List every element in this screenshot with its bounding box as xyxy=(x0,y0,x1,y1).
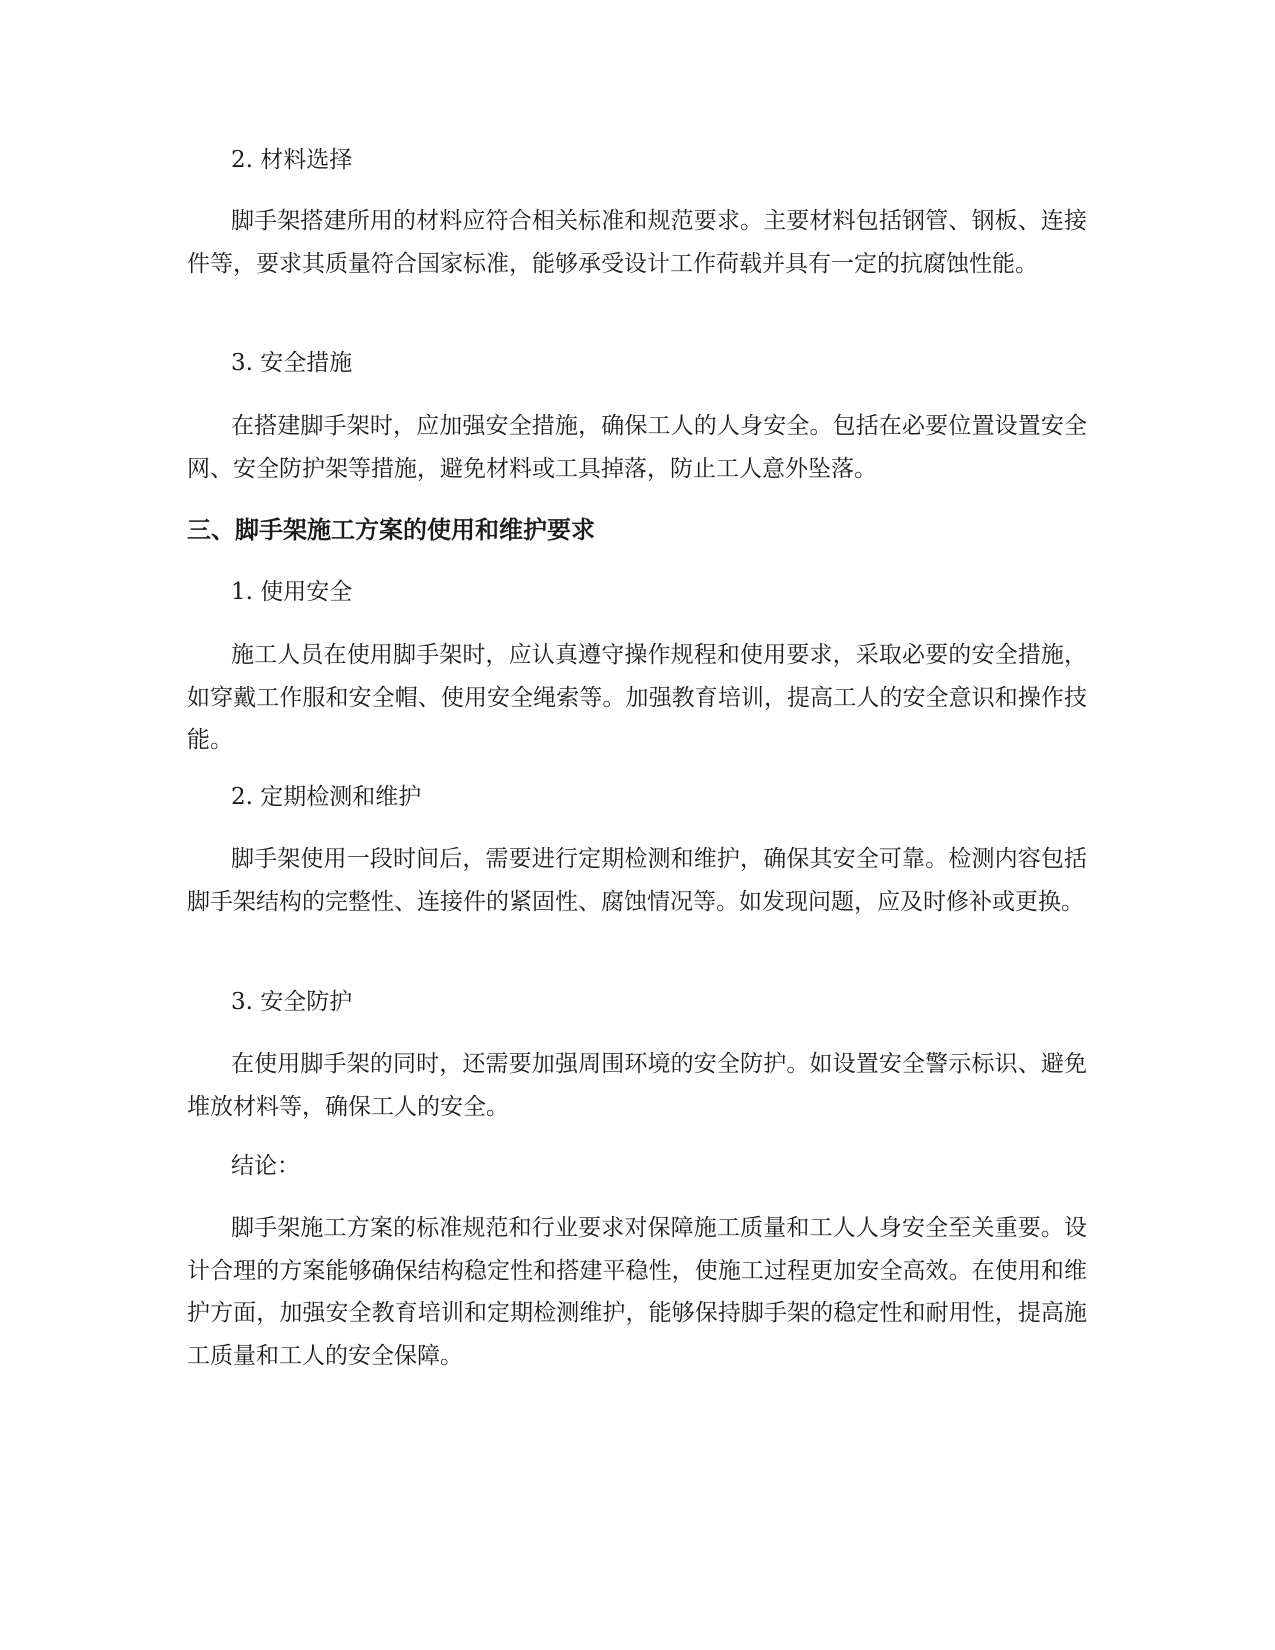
subheading-text: 1. 使用安全 xyxy=(231,579,353,605)
subheading-protection xyxy=(187,982,1087,1022)
paragraph-text: 在使用脚手架的同时，还需要加强周围环境的安全防护。如设置安全警示标识、避免堆放材料等，确保工人的安全。 xyxy=(187,1051,1087,1120)
paragraph-conclusion xyxy=(187,1207,1087,1377)
subheading-text: 2. 材料选择 xyxy=(231,147,353,173)
paragraph-text: 脚手架施工方案的标准规范和行业要求对保障施工质量和工人人身安全至关重要。设计合理的方案能够确保结构稳定性和搭建平稳性，使施工过程更加安全高效。在使用和维护方面，加强安全教育培训和定期检测维护，能够保持脚手架的稳定性和耐用性，提高施工质量和工人的安全保障。 xyxy=(187,1215,1087,1369)
paragraph-text: 施工人员在使用脚手架时，应认真遵守操作规程和使用要求，采取必要的安全措施，如穿戴工作服和安全帽、使用安全绳索等。加强教育培训，提高工人的安全意识和操作技能。 xyxy=(187,642,1087,753)
subheading-text: 3. 安全防护 xyxy=(231,989,353,1015)
paragraph-material-selection xyxy=(187,200,1087,285)
subheading-text: 3. 安全措施 xyxy=(231,350,353,376)
subheading-inspection xyxy=(187,777,1087,817)
paragraph-text: 在搭建脚手架时，应加强安全措施，确保工人的人身安全。包括在必要位置设置安全网、安全防护架等措施，避免材料或工具掉落，防止工人意外坠落。 xyxy=(187,413,1087,482)
paragraph-safety-measures xyxy=(187,405,1087,490)
subheading-conclusion xyxy=(187,1146,1087,1186)
subheading-text: 结论： xyxy=(231,1153,300,1179)
section-heading-text: 三、脚手架施工方案的使用和维护要求 xyxy=(187,515,595,544)
subheading-text: 2. 定期检测和维护 xyxy=(231,784,422,810)
section-heading-three xyxy=(187,510,1087,550)
paragraph-protection xyxy=(187,1043,1087,1128)
paragraph-inspection xyxy=(187,838,1087,923)
subheading-safety-measures xyxy=(187,343,1087,383)
paragraph-text: 脚手架搭建所用的材料应符合相关标准和规范要求。主要材料包括钢管、钢板、连接件等，要求其质量符合国家标准，能够承受设计工作荷载并具有一定的抗腐蚀性能。 xyxy=(187,208,1087,277)
paragraph-text: 脚手架使用一段时间后，需要进行定期检测和维护，确保其安全可靠。检测内容包括脚手架结构的完整性、连接件的紧固性、腐蚀情况等。如发现问题，应及时修补或更换。 xyxy=(187,846,1087,915)
subheading-use-safety xyxy=(187,572,1087,612)
paragraph-use-safety xyxy=(187,634,1087,762)
subheading-material-selection xyxy=(187,140,1087,180)
